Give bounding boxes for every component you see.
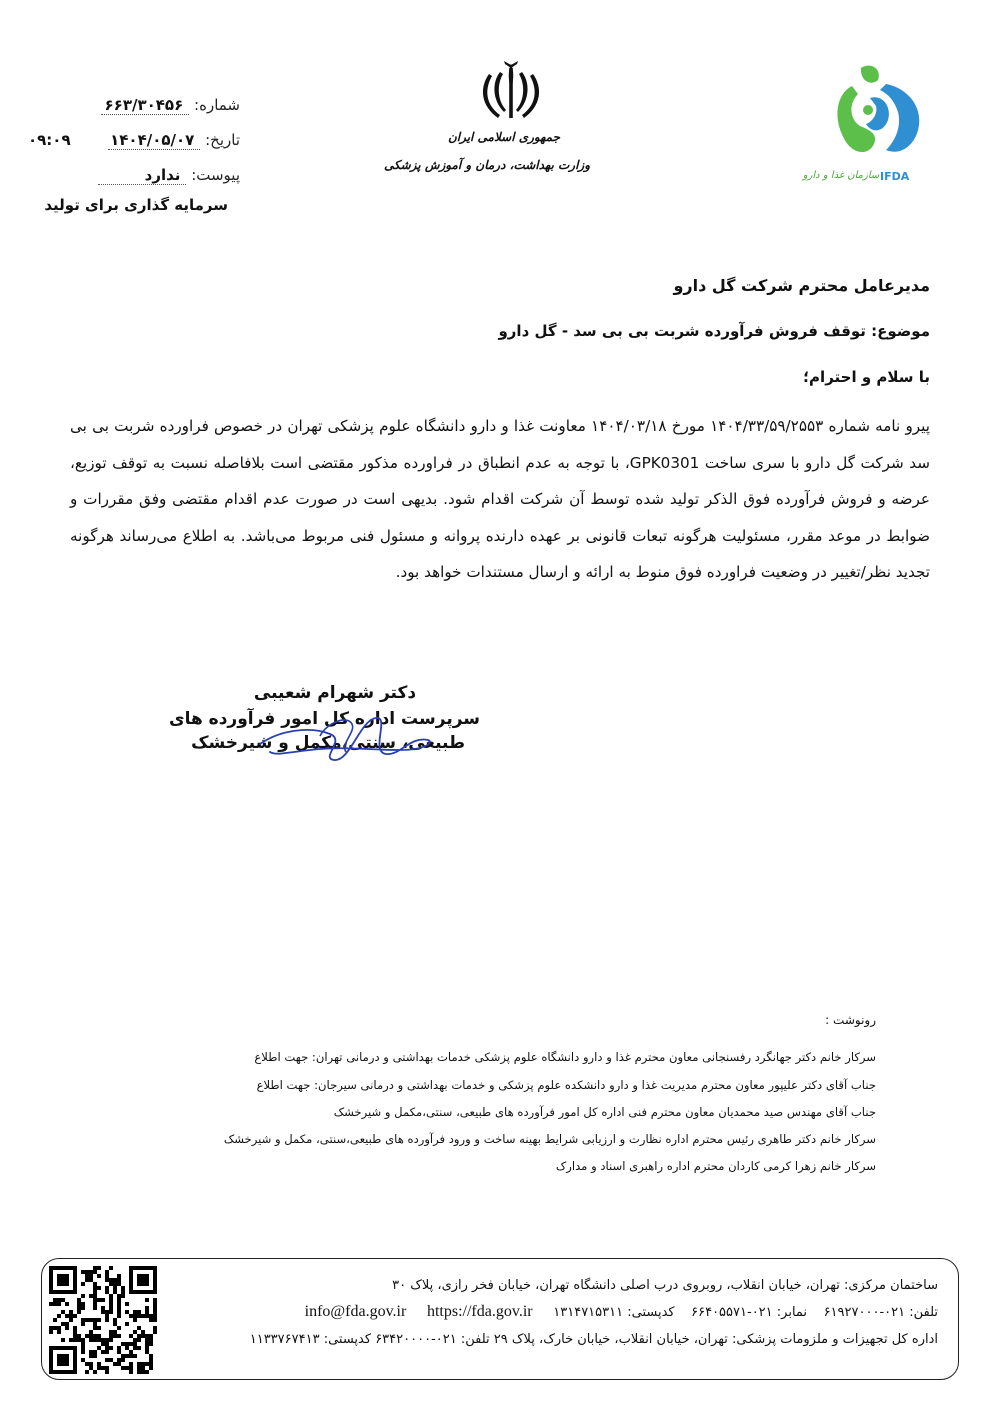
emblem-line-republic: جمهوری اسلامی ایران xyxy=(447,130,560,144)
footer-contact-line xyxy=(305,1303,938,1321)
letter-body-paragraph: پیرو نامه شماره ۱۴۰۴/۳۳/۵۹/۲۵۵۳ مورخ ۱۴۰۴/۰۳/۱۸ معاونت غذا و دارو دانشگاه علوم پزشکی تهران در خصوص فراورده شربت بی بی سد شرکت گل دارو با سری ساخت GPK0301، با توجه به عدم انطباق در فراورده مذکور مقتضی است بلافاصله نسبت به توقف توزیع، عرضه و فروش فرآورده فوق الذکر تولید شده توسط آن شرکت اقدام شود. بدیهی است در صورت عدم اقدام مقتضی وفق مقررات و ضوابط در موعد مقرر، مسئولیت هرگونه تبعات قانونی بر عهده دارنده پروانه و مسئول فنی مربوط می‌باشد. به اطلاع می‌رساند هرگونه تجدید نظر/تغییر در وضعیت فراورده فوق منوط به ارائه و ارسال مستندات خواهد بود. xyxy=(70,417,931,581)
attachment-row xyxy=(98,166,240,185)
letter-time: ۰۹:۰۹ xyxy=(28,131,71,149)
addressee: مدیرعامل محترم شرکت گل دارو xyxy=(673,276,930,295)
footer-postal-code: کدپستی: ۱۳۱۴۷۱۵۳۱۱ xyxy=(553,1305,675,1320)
signer-title-line1: سرپرست اداره کل امور فرآورده های xyxy=(168,709,480,729)
cc-item: جناب آقای دکتر علیپور معاون محترم مدیریت غذا و دارو دانشکده علوم پزشکی و خدمات بهداشتی و درمانی سیرجان: جهت اطلاع xyxy=(256,1078,876,1092)
cc-title: رونوشت : xyxy=(825,1013,876,1027)
cc-item: سرکار خانم دکتر طاهری رئیس محترم اداره نظارت و ارزیابی شرایط بهینه ساخت و ورود فرآورده های طبیعی،سنتی، مکمل و شیرخشک xyxy=(223,1132,876,1146)
letter-date-row xyxy=(108,131,240,150)
emblem-line-ministry: وزارت بهداشت، درمان و آموزش پزشکی xyxy=(384,158,590,172)
cc-item: سرکار خانم دکتر جهانگرد رفسنجانی معاون محترم غذا و دارو دانشگاه علوم پزشکی خدمات بهداشتی و درمانی تهران: جهت اطلاع xyxy=(254,1050,876,1064)
attachment-value: ندارد xyxy=(98,166,186,185)
signer-title-line2: طبیعی، سنتی،مکمل و شیرخشک xyxy=(191,733,465,753)
footer-phone: تلفن: ۰۲۱-۶۱۹۲۷۰۰۰ xyxy=(823,1305,938,1320)
iran-emblem-icon xyxy=(474,60,548,126)
signer-name: دکتر شهرام شعیبی xyxy=(253,683,417,703)
footer-fax: نمابر: ۰۲۱-۶۶۴۰۵۵۷۱ xyxy=(691,1305,808,1320)
attachment-label: پیوست: xyxy=(191,166,240,184)
cc-item: سرکار خانم زهرا کرمی کاردان محترم اداره راهبری اسناد و مدارک xyxy=(555,1159,876,1173)
ifda-caption-fa: سازمان غذا و دارو xyxy=(802,170,880,181)
footer-website-link[interactable]: https://fda.gov.ir xyxy=(426,1303,533,1320)
footer-address-line: ساختمان مرکزی: تهران، خیابان انقلاب، روبروی درب اصلی دانشگاه تهران، خیابان فخر رازی، پلاک ۳۰ xyxy=(392,1278,938,1293)
cc-item: جناب آقای مهندس صید محمدیان معاون محترم فنی اداره کل امور فرآورده های طبیعی، سنتی،مکمل و شیرخشک xyxy=(333,1105,876,1119)
greeting: با سلام و احترام؛ xyxy=(803,368,930,386)
footer-equipment-office-line: اداره کل تجهیزات و ملزومات پزشکی: تهران، خیابان انقلاب، خیابان خارک، پلاک ۲۹ تلفن: ۰۲۱-۶۳۴۲۰۰۰۰ کدپستی: ۱۱۳۳۷۶۷۴۱۳ xyxy=(249,1332,938,1347)
qr-code-icon xyxy=(49,1266,157,1374)
letter-date-value: ۱۴۰۴/۰۵/۰۷ xyxy=(108,131,200,150)
letter-number-label: شماره: xyxy=(194,96,240,114)
subject-line: موضوع: توقف فروش فرآورده شربت بی بی سد - گل دارو xyxy=(498,322,930,340)
ifda-logo-icon xyxy=(828,64,928,164)
handwritten-signature-icon xyxy=(250,700,440,770)
ifda-caption-en: IFDA xyxy=(880,170,910,183)
letter-number-row xyxy=(101,96,240,115)
footer-email-link[interactable]: info@fda.gov.ir xyxy=(304,1303,407,1320)
annual-slogan: سرمایه گذاری برای تولید xyxy=(44,196,228,214)
letter-date-label: تاریخ: xyxy=(205,131,240,149)
letter-number-value: ۶۶۳/۳۰۴۵۶ xyxy=(101,96,189,115)
